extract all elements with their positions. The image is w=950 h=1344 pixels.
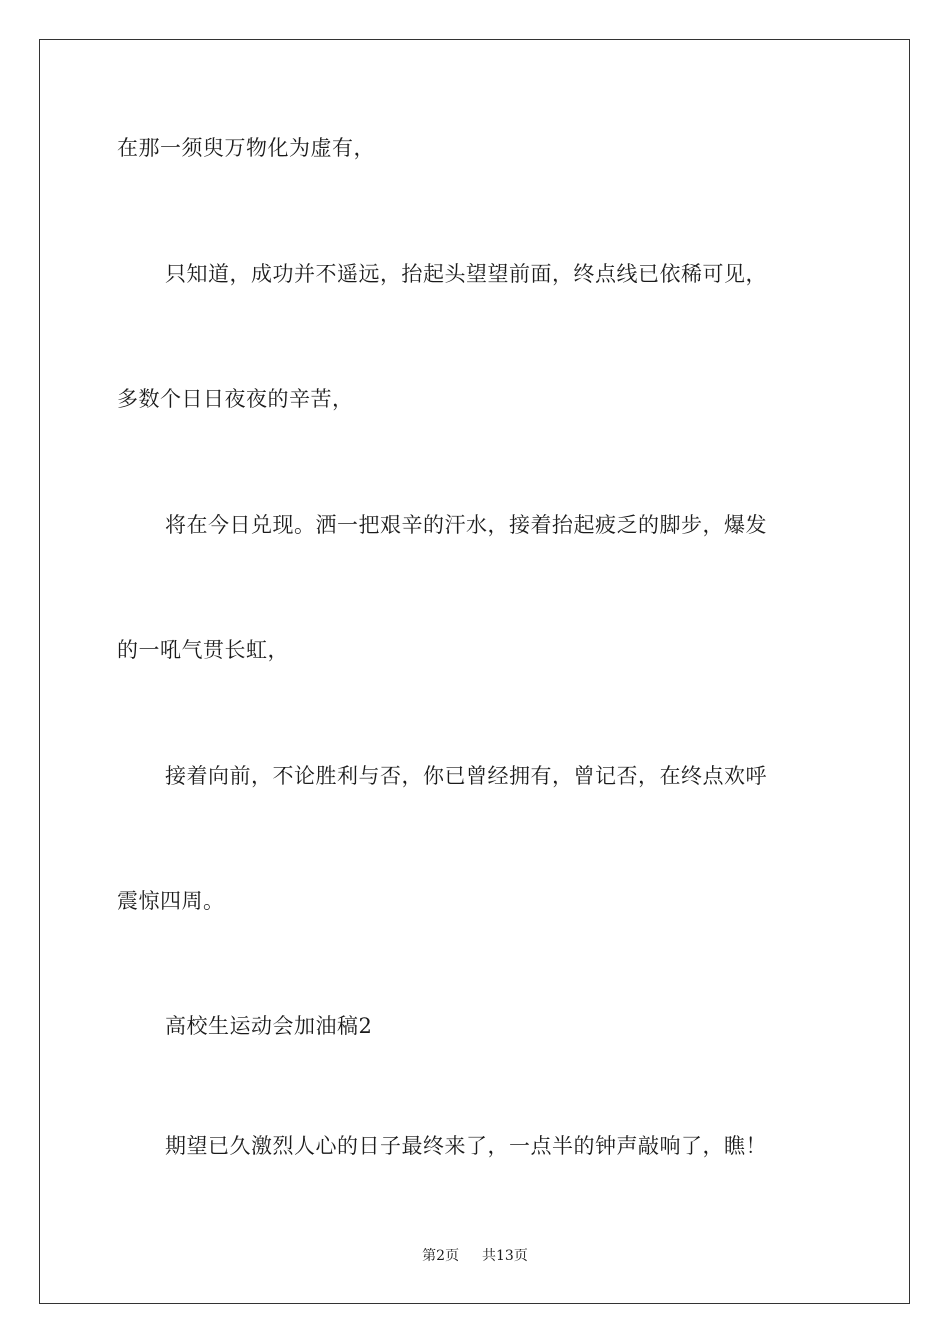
section-heading: 高校生运动会加油稿2: [165, 1014, 373, 1038]
text-line-6: 接着向前，不论胜利与否，你已曾经拥有，曾记否，在终点欢呼: [165, 764, 767, 788]
page-total: 共13页: [482, 1248, 528, 1264]
text-line-9: 期望已久激烈人心的日子最终来了，一点半的钟声敲响了，瞧！: [165, 1134, 767, 1158]
page-current: 第2页: [422, 1248, 460, 1264]
text-line-7: 震惊四周。: [117, 889, 225, 913]
text-line-4: 将在今日兑现。洒一把艰辛的汗水，接着抬起疲乏的脚步，爆发: [165, 513, 767, 537]
text-line-5: 的一吼气贯长虹，: [117, 638, 289, 662]
text-line-2: 只知道，成功并不遥远，抬起头望望前面，终点线已依稀可见，: [165, 262, 767, 286]
text-line-1: 在那一须臾万物化为虚有，: [117, 136, 375, 160]
text-line-3: 多数个日日夜夜的辛苦，: [117, 387, 354, 411]
page-border: [39, 39, 910, 1304]
page-footer: [0, 1247, 950, 1265]
